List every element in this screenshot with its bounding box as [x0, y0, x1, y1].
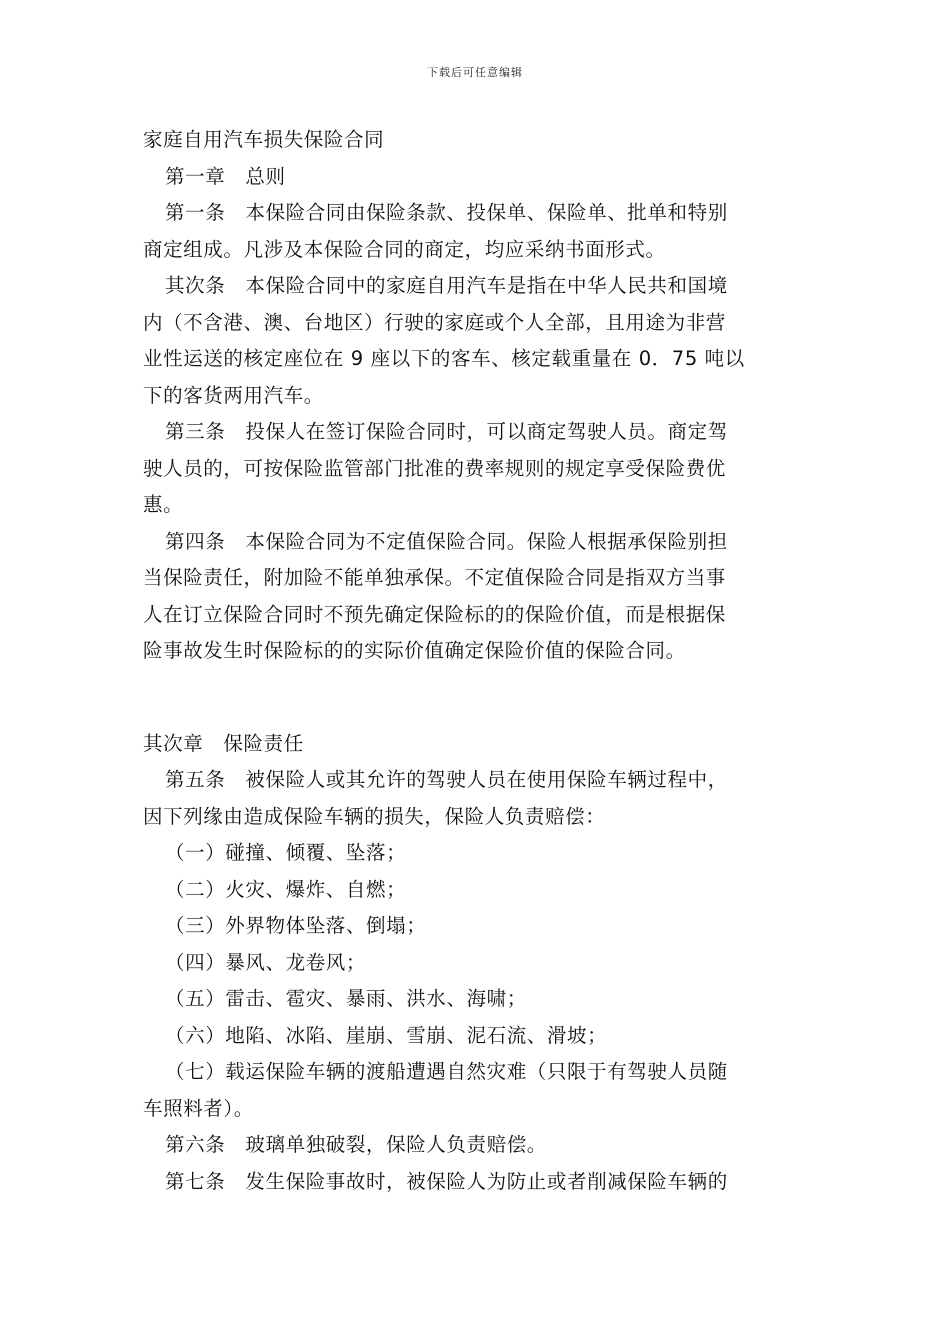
article-3-line-3: 惠。	[143, 493, 184, 516]
article-4-line-3: 人在订立保险合同时不预先确定保险标的的保险价值，而是根据保	[143, 602, 726, 626]
article-6: 第六条 玻璃单独破裂，保险人负责赔偿。	[165, 1133, 547, 1156]
section-gap	[143, 670, 813, 726]
article-4-line-2: 当保险责任，附加险不能单独承保。不定值保险合同是指双方当事	[143, 566, 726, 589]
article-3-line-1: 第三条 投保人在签订保险合同时，可以商定驾驶人员。商定驾	[165, 420, 728, 443]
list-item: （五）雷击、雹灾、暴雨、洪水、海啸；	[165, 987, 527, 1010]
list-item: （一）碰撞、倾覆、坠落；	[165, 841, 407, 864]
page-header-note: 下载后可任意编辑	[427, 66, 523, 79]
article-5-line-2: 因下列缘由造成保险车辆的损失，保险人负责赔偿：	[143, 804, 606, 828]
list-item: （二）火灾、爆炸、自燃；	[165, 877, 407, 901]
list-item: （三）外界物体坠落、倒塌；	[165, 914, 427, 937]
document-body	[143, 122, 813, 1200]
list-item: （六）地陷、冰陷、崖崩、雪崩、泥石流、滑坡；	[165, 1023, 608, 1047]
article-1-line-1: 第一条 本保险合同由保险条款、投保单、保险单、批单和特别	[165, 201, 728, 224]
article-7-line-1: 第七条 发生保险事故时，被保险人为防止或者削减保险车辆的	[165, 1169, 728, 1193]
article-2-line-2: 内（不含港、澳、台地区）行驶的家庭或个人全部，且用途为非营	[143, 310, 726, 334]
article-1-line-2: 商定组成。凡涉及本保险合同的商定，均应采纳书面形式。	[143, 237, 666, 261]
list-item-continuation: 车照料者）。	[143, 1096, 254, 1120]
list-item: （四）暴风、龙卷风；	[165, 950, 367, 974]
article-3-line-2: 驶人员的，可按保险监管部门批准的费率规则的规定享受保险费优	[143, 456, 726, 480]
chapter-2-heading: 其次章 保险责任	[143, 731, 304, 755]
document-title: 家庭自用汽车损失保险合同	[143, 128, 385, 151]
article-5-line-1: 第五条 被保险人或其允许的驾驶人员在使用保险车辆过程中，	[165, 768, 728, 791]
article-2-line-4: 下的客货两用汽车。	[143, 383, 324, 407]
article-4-line-1: 第四条 本保险合同为不定值保险合同。保险人根据承保险别担	[165, 529, 728, 553]
article-2-line-3: 业性运送的核定座位在 9 座以下的客车、核定载重量在 0．75 吨以	[143, 347, 745, 370]
list-item: （七）载运保险车辆的渡船遭遇自然灾难（只限于有驾驶人员随	[165, 1060, 728, 1083]
article-2-line-1: 其次条 本保险合同中的家庭自用汽车是指在中华人民共和国境	[165, 274, 728, 297]
chapter-1-heading: 第一章 总则	[165, 164, 286, 188]
article-4-line-4: 险事故发生时保险标的的实际价值确定保险价值的保险合同。	[143, 639, 686, 662]
